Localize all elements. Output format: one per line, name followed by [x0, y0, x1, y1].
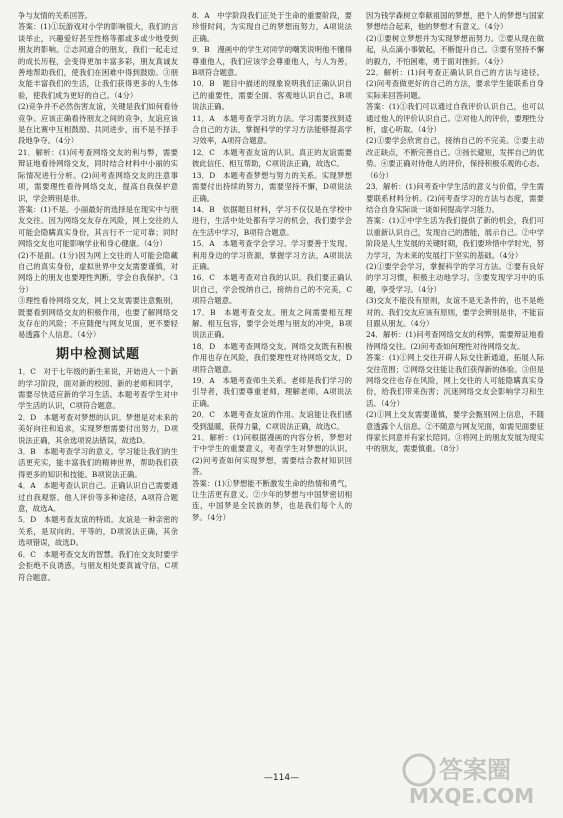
answer-item: (2)①要树立梦想并为实现梦想而努力。②要从现在做起，从点滴小事做起，不断提升自己。③要有坚持不懈的毅力，不怕困难，勇于面对挫折。（4分）: [366, 33, 544, 66]
column-middle: [192, 10, 352, 770]
answer-item: 8．A 中学阶段我们正处于生命的重要阶段，要珍惜时间，为实现自己的梦想而努力，A项说法正确。: [192, 11, 352, 43]
answer-item: (2)①要学会学习，掌握科学的学习方法。②要有良好的学习习惯，积极主动地学习。③要发现学习中的乐趣，享受学习。（4分）: [366, 261, 544, 294]
answer-item: 5．D 本题考查友谊的特质。友谊是一种亲密的关系，是双向的、平等的，D项说法正确，其余选项错误，故选D。: [18, 515, 178, 548]
answer-item: 6．C 本题考查交友的智慧。我们在交友时要学会拒绝不良诱惑，与朋友相处要真诚守信，C项符合题意。: [18, 549, 178, 582]
answer-item: 14．B 依据题目材料，学习不仅仅是在学校中进行，生活中处处都有学习的机会，我们要学会在生活中学习，B项符合题意。: [192, 204, 352, 237]
answer-item: 20．C 本题考查友谊的作用。友谊能让我们感受到温暖，获得力量，C项说法正确，故选C。: [192, 410, 352, 431]
answer-item: 22．解析：(1)问考查正确认识自己的方法与途径。(2)问考查做更好的自己的方法，要求学生能联系自身实际来回答问题。: [366, 68, 544, 100]
answer-item: 1．C 对于七年级的新生来说，开始进入一个新的学习阶段，面对新的校园、新的老师和同学，需要尽快适应新的学习生活。本题考查学生对中学生活的认识，C项符合题意。: [18, 367, 178, 411]
watermark-circle-icon: [404, 755, 434, 785]
page-number: —114—: [263, 773, 300, 783]
answer-item: 9．B 漫画中的学生对同学的嘲笑说明他不懂得尊重他人，我们应该学会尊重他人，与人为善，B项符合题意。: [192, 45, 352, 78]
text-block: (2)竞争并不必然伤害友谊，关键是我们如何看待竞争。应该正确看待朋友之间的竞争，友谊应该是在比赛中互相鼓励、共同进步，而不是不择手段地争夺。（4分）: [18, 102, 178, 146]
answer-item: (2)①网上交友需要谨慎，要学会甄别网上信息，不随意透露个人信息。②不随意与网友见面，如需见面要征得家长同意并有家长陪同。③将网上的朋友发展为现实中的朋友，需要慎重。（8分）: [366, 410, 544, 454]
answer-item: 18．D 本题考查网络交友。网络交友既有积极作用也存在风险，我们要理性对待网络交友，D项符合题意。: [192, 341, 352, 374]
answer-item: (2)①要学会欣赏自己，接纳自己的不完美。②要主动改正缺点，不断完善自己。③扬长避短，发挥自己的优势。④要正确对待他人的评价，保持积极乐观的心态。（6分）: [366, 136, 544, 180]
answer-item: 16．C 本题考查对自我的认识。我们要正确认识自己，学会悦纳自己，接纳自己的不完美，C项符合题意。: [192, 273, 352, 306]
answer-item: 3．B 本题考查学习的意义。学习能让我们的生活更充实，能丰富我们的精神世界，帮助我们获得更多的知识和技能。B项说法正确。: [18, 447, 178, 479]
text-block: 答案：(1)不是。小丽最好的选择是在现实中与朋友交往。因为网络交友存在风险，网上交往的人可能会隐瞒真实身份，其言行不一定可靠；同时网络交友也可能影响学业和身心健康。（4分）: [18, 204, 178, 249]
answer-item: 2．D 本题考查对梦想的认识。梦想是对未来的美好向往和追求，实现梦想需要付出努力，D项说法正确，其余选项说法错误，故选D。: [18, 412, 178, 445]
answer-item: 12．C 本题考查友谊的认识。真正的友谊需要彼此信任、相互帮助，C项说法正确，故选C。: [192, 147, 352, 169]
answer-item: 答案：(1)①我们可以通过自我评价认识自己，也可以通过他人的评价认识自己。②对他人的评价，要理性分析，虚心听取。（4分）: [366, 102, 544, 135]
text-block: 答案：(1)①玩游戏对小学的影响很大，我们的言谈举止，兴趣爱好甚至性格等都或多或少地受到朋友的影响。②志同道合的朋友，我们一起走过的成长历程，会变得更加丰富多彩，朋友真诚友善地帮助我们，使我们在困难中得到鼓励。③朋友能丰富我们的生活，让我们获得更多的人生体验，使我们成为更好的自己。（4分）: [18, 22, 178, 100]
answer-item: 19．A 本题考查师生关系。老师是我们学习的引导者，我们要尊重老师，理解老师，A项说法正确。: [192, 376, 352, 408]
answer-item: 11．A 本题考查学习的方法。学习需要找到适合自己的方法，掌握科学的学习方法能够提高学习效率，A项符合题意。: [192, 113, 352, 146]
watermark-text: 答案圈: [439, 756, 511, 784]
answer-item: (3)交友不能没有原则，友谊不是无条件的，也不是绝对的。我们交友应该有原则，要学会辨别是非，不能盲目跟从朋友。（4分）: [366, 296, 544, 328]
answer-item: 21．解析：(1)问根据漫画的内容分析，梦想对于中学生的重要意义，考查学生对梦想的认识。(2)问考查如何实现梦想，需要结合教材知识回答。: [192, 433, 352, 477]
answer-item: 15．A 本题考查学会学习。学习要善于发现、利用身边的学习资源，掌握学习方法，A项说法正确。: [192, 239, 352, 271]
column-right: [366, 10, 544, 800]
answer-item: 10．B 题目中描述的现象说明我们正确认识自己的重要性，需要全面、客观地认识自己，B项说法正确。: [192, 79, 352, 112]
answer-item: 17．B 本题考查交友。朋友之间需要相互理解、相互包容，要学会处理与朋友的冲突，B项说法正确。: [192, 307, 352, 340]
answer-item: 答案：(1)①网上交往开辟人际交往新通道，拓展人际交往范围；②网络交往能让我们获得新的体验。③但是网络交往也存在风险，网上交往的人可能隐瞒真实身份，给我们带来伤害；沉迷网络交友会影响学习和生活。（4分）: [366, 353, 544, 408]
text-block: (2)不是面。(1分)因为网上交往的人可能会隐藏自己的真实身份，虚拟世界中交友需要谨慎，对网络上的朋友也要理性判断，学会自我保护。（3分）: [18, 250, 178, 294]
answer-item: 24．解析：(1)问考查网络交友的利弊，需要辩证地看待网络交往。(2)问考查如何理性对待网络交友。: [366, 330, 544, 351]
answer-item: 答案：(1)①中学生活为我们提供了新的机会，我们可以重新认识自己，发现自己的潜能，展示自己。②中学阶段是人生发展的关键时期，我们要珍惜中学时光，努力学习，为未来的发展打下坚实的基础。（4分）: [366, 216, 544, 260]
answer-item: 13．D 本题考查梦想与努力的关系。实现梦想需要付出持续的努力，需要坚持不懈，D项说法正确。: [192, 170, 352, 203]
text-block: ③理性看待网络交友，网上交友需要注意甄别，既要看到网络交友的积极作用，也要了解网络交友存在的风险；不应随便与网友见面，更不要轻易透露个人信息。（4分）: [18, 296, 178, 340]
watermark-url: MXQE.COM: [409, 784, 535, 808]
column-left: [18, 10, 178, 800]
answer-item: 23．解析：(1)问考查中学生活的意义与价值，学生需要联系材料分析。(2)问考查学习的方法与态度，需要结合自身实际谈一谈如何提高学习能力。: [366, 182, 544, 214]
answer-item: 4．A 本题考查认识自己。正确认识自己需要通过自我观察、他人评价等多种途径，A项符合题意，故选A。: [18, 481, 178, 514]
answer-item: 答案：(1)①梦想能不断激发生命的热情和勇气，让生活更有意义。②少年的梦想与中国梦密切相连，中国梦是全民族的梦，也是我们每个人的梦。（4分）: [192, 478, 352, 522]
section-title: 期中检测试题: [55, 346, 140, 362]
text-block: 21．解析：(1)问考查网络交友的利与弊，需要辩证地看待网络交友，同时结合材料中小丽的实际情况进行分析。(2)问考查网络交友的注意事项，需要理性看待网络交友，提高自我保护意识，学会辨别是非。: [18, 147, 178, 203]
text-block: 争与友情的关系回答。: [18, 11, 92, 20]
answer-item: 因为钱学森树立奉献祖国的梦想，把个人的梦想与国家梦想结合起来，他的梦想才有意义。（4分）: [366, 11, 544, 32]
watermark-logo: [399, 750, 549, 808]
